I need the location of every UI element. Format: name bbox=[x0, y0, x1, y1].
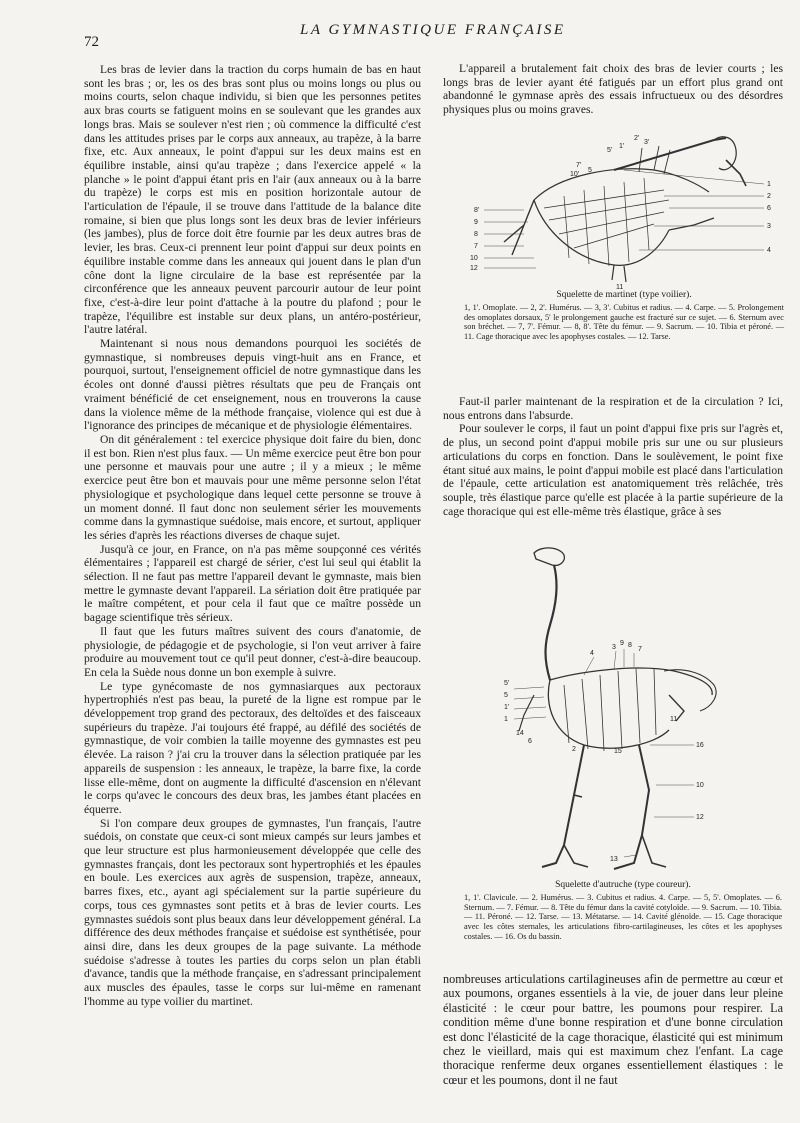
paragraph: On dit généralement : tel exercice physique doit faire du bien, donc il est bon. Rien n'est plus faux. — Un même exercice peut être bon pour une personne et mauvais pour une autre ; il y a mieux ; le même exercice peut être bon et mauvais pour une même personne selon l'état physiologique et psychologique dans lequel cette personne se trouve à un moment donné. Il faut donc non seulement sérier les mouvements comme dans la gymnastique suédoise, mais encore, et surtout, appliquer les séries d'après les réactions diverses de chaque sujet. bbox=[84, 432, 421, 542]
figure-caption: 1, 1'. Clavicule. — 2. Humérus. — 3. Cubitus et radius. 4. Carpe. — 5, 5'. Omoplates. — 6. Sternum. — 7. Fémur. — 8. Tête du fémur dans la cavité cotyloïde. — 9. Sacrum. — 10. Tibia. — 11. Péroné. — 12. Tarse. — 13. Métatarse. — 14. Cavité glénoïde. — 15. Cage thoracique avec les côtes sternales, les articulations fibro-cartilagineuses, les côtes et les apophyses costales. — 16. Os du bassin. bbox=[464, 893, 782, 941]
paragraph: Jusqu'à ce jour, en France, on n'a pas même soupçonné ces vérités élémentaires ; l'appareil est chargé de sérier, c'est lui seul qui établit la sélection. Il ne faut pas mettre l'appareil devant le gymnaste, mais bien mettre le gymnaste devant l'appareil. La sériation doit être pratiquée par le maître compétent, et pour cela il faut que ce maître possède un bagage scientifique très sérieux. bbox=[84, 542, 421, 625]
running-title: LA GYMNASTIQUE FRANÇAISE bbox=[300, 22, 566, 38]
fig-label: 11 bbox=[616, 284, 624, 290]
paragraph: Les bras de levier dans la traction du corps humain de bas en haut sont les bras ; or, les os des bras sont plus ou moins longs ou plus ou moins courts, selon chaque individu, si bien que les personnes petites aux bras courts se fatiguent moins en se soulevant que les grandes aux longs bras. Mais se soulever n'est rien ; où commence la difficulté c'est dans les attitudes prises par le corps aux anneaux, au trapèze, à la barre fixe, etc. Aux anneaux, le point d'appui sur les deux mains est en équilibre instable, ainsi qu'au trapèze ; dans l'exercice appelé « la planche » le point d'appui étant pris en l'air (aux anneaux ou à la barre du trapèze) le corps est mis en position horizontale autour de l'articulation de l'épaule, il se trouve dans l'attitude de la balance dite romaine, si bien que plus longs sont les deux bras de levier inférieurs (les jambes), plus de force doit être fournie par les deux autres bras de levier, les bras. Ceux-ci prennent leur point d'appui sur deux points en équilibre instable comme dans les anneaux qui jouent dans le plan d'un cône dont la ligne circulaire de la base est représentée par la circonférence que les anneaux peuvent parcourir autour de leur point fixe, c'est-à-dire leur point d'attache à la poutre du plafond ; pour le trapèze, l'équilibre est instable sur deux plans, un antéro-postérieur, l'autre latéral. bbox=[84, 63, 421, 337]
paragraph: Le type gynécomaste de nos gymnasiarques aux pectoraux hypertrophiés n'est pas beau, la pureté de la ligne est rompue par le développement trop grand des pectoraux, des deltoïdes et des faisceaux supérieurs du trapèze. J'ai toujours été frappé, au défilé des sociétés de gymnastique, de voir combien la taille moyenne des gymnastes est peu élevée. La raison ? j'ai cru la trouver dans la sélection pratiquée par les appareils de suspension : les anneaux, le trapèze, la barre fixe, la corde lisse elle-même, dont on augmente la difficulté d'ascension en n'élevant le corps qu'avec le concours des deux bras, les jambes étant placées en équerre. bbox=[84, 679, 421, 816]
fig-label: 5' bbox=[607, 147, 613, 154]
page-number: 72 bbox=[84, 34, 99, 50]
right-column-top bbox=[443, 62, 783, 117]
left-column bbox=[84, 63, 421, 1009]
right-column-bottom bbox=[443, 972, 783, 1087]
figure-martinet bbox=[464, 130, 784, 342]
fig-label: 8 bbox=[474, 231, 478, 238]
fig-label: 3 bbox=[767, 223, 771, 230]
fig-label: 9 bbox=[474, 219, 478, 226]
fig-label: 1' bbox=[619, 143, 625, 150]
fig-label: 12 bbox=[470, 265, 478, 272]
paragraph: Il faut que les futurs maîtres suivent des cours d'anatomie, de physiologie, de pédagogie et de psychologie, si l'on veut arriver à faire produire au mouvement tout ce qu'il peut donner, c'est-à-dire beaucoup. En cela la Suède nous donne un bon exemple à suivre. bbox=[84, 624, 421, 679]
autruche-skeleton-illustration bbox=[464, 545, 782, 880]
fig-label: 4 bbox=[767, 247, 771, 254]
fig-label: 8 bbox=[628, 642, 632, 649]
fig-label: 4 bbox=[590, 650, 594, 657]
fig-label: 10 bbox=[470, 255, 478, 262]
fig-label: 14 bbox=[516, 730, 524, 737]
fig-label: 13 bbox=[610, 856, 618, 863]
fig-label: 2 bbox=[572, 746, 576, 753]
paragraph: L'appareil a brutalement fait choix des bras de levier courts ; les longs bras de levier ayant été fatigués par un effort plus grand ont abandonné le gymnase après des essais infructueux ou des désordres physiques plus ou moins graves. bbox=[443, 62, 783, 117]
fig-label: 7 bbox=[474, 243, 478, 250]
right-column-middle bbox=[443, 395, 783, 518]
fig-label: 3 bbox=[612, 644, 616, 651]
figure-title: Squelette de martinet (type voilier). bbox=[556, 290, 692, 300]
fig-label: 2 bbox=[767, 193, 771, 200]
fig-label: 2' bbox=[634, 135, 640, 142]
figure-caption: 1, 1'. Omoplate. — 2, 2'. Humérus. — 3, 3'. Cubitus et radius. — 4. Carpe. — 5. Prolongement des omoplates dorsaux, 5' le prolongement gauche est fracturé sur ce sujet. — 6. Sternum avec son bréchet. — 7, 7'. Fémur. — 8, 8'. Tête du fémur. — 9. Sacrum. — 10. Tibia et péroné. — 11. Cage thoracique avec les apophyses costales. — 12. Tarse. bbox=[464, 303, 784, 342]
figure-autruche bbox=[464, 545, 782, 942]
fig-label: 10' bbox=[570, 171, 580, 178]
figure-title: Squelette d'autruche (type coureur). bbox=[555, 880, 691, 890]
fig-label: 6 bbox=[767, 205, 771, 212]
fig-label: 3' bbox=[644, 139, 650, 146]
fig-label: 1 bbox=[767, 181, 771, 188]
paragraph: Pour soulever le corps, il faut un point d'appui fixe pris sur l'agrès et, de plus, un second point d'appui mobile pris sur une ou sur plusieurs articulations du corps en fonction. Dans le soulèvement, le point fixe étant situé aux mains, le point d'appui mobile est placé dans l'articulation de l'épaule, cette articulation est anatomiquement très relâchée, très souple, très élastique parce qu'elle est placée à la partie supérieure de la cage thoracique qui est elle-même très élastique, grâce à ses bbox=[443, 422, 783, 518]
fig-label: 11 bbox=[670, 716, 678, 723]
fig-label: 9 bbox=[620, 640, 624, 647]
fig-label: 5 bbox=[504, 692, 508, 699]
fig-label: 5 bbox=[588, 167, 592, 174]
fig-label: 7' bbox=[576, 162, 582, 169]
fig-label: 10 bbox=[696, 782, 704, 789]
fig-label: 5' bbox=[504, 680, 510, 687]
fig-label: 1 bbox=[504, 716, 508, 723]
paragraph: Maintenant si nous nous demandons pourquoi les sociétés de gymnastique, si nombreuses depuis vingt-huit ans en France, et pourquoi, surtout, l'enseignement officiel de notre gymnastique dans les écoles ont donné d'aussi piètres résultats que peu de Français ont vraiment bénéficié de cet enseignement, nous en trouverons la cause dans la violence même de la méthode française, violence qui est due à l'ignorance des principes de mécanique et de physiologie élémentaires. bbox=[84, 337, 421, 433]
fig-label: 1' bbox=[504, 704, 510, 711]
fig-label: 8' bbox=[474, 207, 480, 214]
fig-label: 7 bbox=[638, 646, 642, 653]
paragraph: nombreuses articulations cartilagineuses afin de permettre au cœur et aux poumons, organes essentiels à la vie, de jouer dans leur pleine élasticité : le cœur pour battre, les poumons pour respirer. La condition même d'une bonne respiration et d'une bonne circulation est donc l'élasticité de la cage thoracique, élasticité qui est minimum chez le vieillard, mais qui est maximum chez l'enfant. La cage thoracique renferme deux organes essentiellement élastiques : le cœur et les poumons, dont il ne faut bbox=[443, 972, 783, 1087]
fig-label: 12 bbox=[696, 814, 704, 821]
paragraph: Si l'on compare deux groupes de gymnastes, l'un français, l'autre suédois, on constate que ceux-ci sont mieux campés sur leurs jambes et que leur structure est plus harmonieusement développée que celle des gymnastes français, dont les pectoraux sont hypertrophiés et les épaules en boule. Les exercices aux agrès de suspension, trapèze, anneaux, barres fixes, etc., ayant agi spécialement sur la partie supérieure du corps, tous ces gymnastes sont petits et à bras de levier courts. Les gymnastes suédois sont plus beaux dans leur développement général. La différence des deux méthodes française et suédoise est synthétisée, pour ainsi dire, dans les deux groupes de la page suivante. La méthode suédoise s'adresse à toutes les parties du corps selon un plan établi d'avance, tandis que la méthode française, en s'adressant principalement aux muscles des épaules, tasse le corps sur lui-même en ramenant l'homme au type voilier du martinet. bbox=[84, 816, 421, 1008]
fig-label: 6 bbox=[528, 738, 532, 745]
fig-label: 15 bbox=[614, 748, 622, 755]
fig-label: 16 bbox=[696, 742, 704, 749]
paragraph: Faut-il parler maintenant de la respiration et de la circulation ? Ici, nous entrons dans l'absurde. bbox=[443, 395, 783, 422]
martinet-skeleton-illustration bbox=[464, 130, 784, 290]
